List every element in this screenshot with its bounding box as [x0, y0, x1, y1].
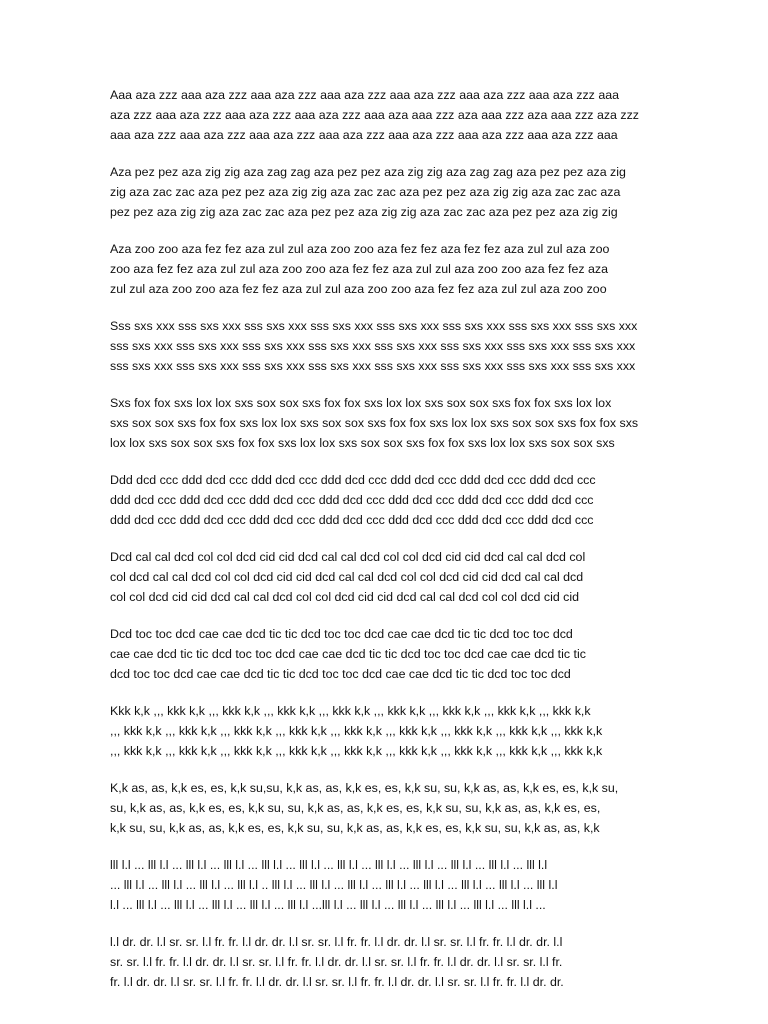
- text-line: sxs sox sox sxs fox fox sxs lox lox sxs sox sox sxs fox fox sxs lox lox sxs sox sox sxs fox fox sxs: [110, 416, 639, 430]
- paragraph-12: [110, 932, 658, 992]
- paragraph-9: [110, 701, 658, 761]
- text-line: Dcd toc toc dcd cae cae dcd tic tic dcd toc toc dcd cae cae dcd tic tic dcd toc toc dcd: [110, 627, 573, 641]
- text-line: Sss sxs xxx sss sxs xxx sss sxs xxx sss sxs xxx sss sxs xxx sss sxs xxx sss sxs xxx sss sxs xxx: [110, 319, 638, 333]
- text-line: Ddd dcd ccc ddd dcd ccc ddd dcd ccc ddd dcd ccc ddd dcd ccc ddd dcd ccc ddd dcd ccc: [110, 473, 596, 487]
- text-line: fr. l.l dr. dr. l.l sr. sr. l.l fr. fr. l.l dr. dr. l.l sr. sr. l.l fr. fr. l.l dr. dr. l.l sr. sr. l.l fr. fr. l.l dr. dr.: [110, 975, 564, 989]
- paragraph-2: [110, 162, 658, 222]
- text-line: pez pez aza zig zig aza zac zac aza pez pez aza zig zig aza zac zac aza pez pez aza zig zig: [110, 205, 618, 219]
- text-line: lox lox sxs sox sox sxs fox fox sxs lox lox sxs sox sox sxs fox fox sxs lox lox sxs sox sox sxs: [110, 436, 615, 450]
- text-line: zig aza zac zac aza pez pez aza zig zig aza zac zac aza pez pez aza zig zig aza zac zac aza: [110, 185, 621, 199]
- text-line: Kkk k,k ,,, kkk k,k ,,, kkk k,k ,,, kkk k,k ,,, kkk k,k ,,, kkk k,k ,,, kkk k,k ,,, kkk k,k ,,, kkk k,k: [110, 704, 591, 718]
- paragraph-11: [110, 855, 658, 915]
- text-line: ddd dcd ccc ddd dcd ccc ddd dcd ccc ddd dcd ccc ddd dcd ccc ddd dcd ccc ddd dcd ccc: [110, 493, 594, 507]
- text-line: Dcd cal cal dcd col col dcd cid cid dcd cal cal dcd col col dcd cid cid dcd cal cal dcd col: [110, 550, 586, 564]
- text-line: Aaa aza zzz aaa aza zzz aaa aza zzz aaa aza zzz aaa aza zzz aaa aza zzz aaa aza zzz aaa: [110, 88, 619, 102]
- paragraph-4: [110, 316, 658, 376]
- text-line: sr. sr. l.l fr. fr. l.l dr. dr. l.l sr. sr. l.l fr. fr. l.l dr. dr. l.l sr. sr. l.l fr. fr. l.l dr. dr. l.l sr. sr. l.l fr.: [110, 955, 563, 969]
- text-line: col dcd cal cal dcd col col dcd cid cid dcd cal cal dcd col col dcd cid cid dcd cal cal dcd: [110, 570, 584, 584]
- text-line: Sxs fox fox sxs lox lox sxs sox sox sxs fox fox sxs lox lox sxs sox sox sxs fox fox sxs lox lox: [110, 396, 612, 410]
- text-line: cae cae dcd tic tic dcd toc toc dcd cae cae dcd tic tic dcd toc toc dcd cae cae dcd tic tic: [110, 647, 586, 661]
- text-line: ddd dcd ccc ddd dcd ccc ddd dcd ccc ddd dcd ccc ddd dcd ccc ddd dcd ccc ddd dcd ccc: [110, 513, 594, 527]
- text-line: ,,, kkk k,k ,,, kkk k,k ,,, kkk k,k ,,, kkk k,k ,,, kkk k,k ,,, kkk k,k ,,, kkk k,k ,,, kkk k,k ,,, kkk k,k: [110, 724, 603, 738]
- paragraph-7: [110, 547, 658, 607]
- text-line: su, k,k as, as, k,k es, es, k,k su, su, k,k as, as, k,k es, es, k,k su, su, k,k as, as, k,k es, es,: [110, 801, 601, 815]
- text-line: ,,, kkk k,k ,,, kkk k,k ,,, kkk k,k ,,, kkk k,k ,,, kkk k,k ,,, kkk k,k ,,, kkk k,k ,,, kkk k,k ,,, kkk k,k: [110, 744, 603, 758]
- text-line: Aza pez pez aza zig zig aza zag zag aza pez pez aza zig zig aza zag zag aza pez pez aza zig: [110, 165, 626, 179]
- text-line: lll l.l ... lll l.l ... lll l.l ... lll l.l ... lll l.l ... lll l.l ... lll l.l ... lll l.l ... lll l.l ... lll l.l ... lll l.l ... lll l.l: [110, 858, 548, 872]
- text-line: l.l ... lll l.l ... lll l.l ... lll l.l ... lll l.l ... lll l.l ...lll l.l ... lll l.l ... lll l.l ... lll l.l ... lll l.l ... lll l.l ...: [110, 898, 546, 912]
- paragraph-3: [110, 239, 658, 299]
- text-line: Aza zoo zoo aza fez fez aza zul zul aza zoo zoo aza fez fez aza fez fez aza zul zul aza zoo: [110, 242, 610, 256]
- text-line: col col dcd cid cid dcd cal cal dcd col col dcd cid cid dcd cal cal dcd col col dcd cid cid: [110, 590, 580, 604]
- text-line: ... lll l.l ... lll l.l ... lll l.l ... lll l.l .. lll l.l ... lll l.l ... lll l.l ... lll l.l ... lll l.l ... lll l.l ... lll l.l ... lll l.l: [110, 878, 558, 892]
- text-line: sss sxs xxx sss sxs xxx sss sxs xxx sss sxs xxx sss sxs xxx sss sxs xxx sss sxs xxx sss sxs xxx: [110, 339, 636, 353]
- text-line: aaa aza zzz aaa aza zzz aaa aza zzz aaa aza zzz aaa aza zzz aaa aza zzz aaa aza zzz aaa: [110, 128, 618, 142]
- paragraph-5: [110, 393, 658, 453]
- paragraph-1: [110, 85, 658, 145]
- text-line: zoo aza fez fez aza zul zul aza zoo zoo aza fez fez aza zul zul aza zoo zoo aza fez fez aza: [110, 262, 608, 276]
- text-line: aza zzz aaa aza zzz aaa aza zzz aaa aza zzz aaa aza aaa zzz aza aaa zzz aza aaa zzz aza zzz: [110, 108, 639, 122]
- paragraph-10: [110, 778, 658, 838]
- text-line: dcd toc toc dcd cae cae dcd tic tic dcd toc toc dcd cae cae dcd tic tic dcd toc toc dcd: [110, 667, 571, 681]
- text-line: k,k su, su, k,k as, as, k,k es, es, k,k su, su, k,k as, as, k,k es, es, k,k su, su, k,k as, as, k,k: [110, 821, 600, 835]
- text-line: K,k as, as, k,k es, es, k,k su,su, k,k as, as, k,k es, es, k,k su, su, k,k as, as, k,k es, es, k,k su,: [110, 781, 619, 795]
- paragraph-8: [110, 624, 658, 684]
- text-line: zul zul aza zoo zoo aza fez fez aza zul zul aza zoo zoo aza fez fez aza zul zul aza zoo zoo: [110, 282, 607, 296]
- document-body: [110, 85, 658, 1009]
- text-line: sss sxs xxx sss sxs xxx sss sxs xxx sss sxs xxx sss sxs xxx sss sxs xxx sss sxs xxx sss sxs xxx: [110, 359, 636, 373]
- text-line: l.l dr. dr. l.l sr. sr. l.l fr. fr. l.l dr. dr. l.l sr. sr. l.l fr. fr. l.l dr. dr. l.l sr. sr. l.l fr. fr. l.l dr. dr. l.l: [110, 935, 563, 949]
- paragraph-6: [110, 470, 658, 530]
